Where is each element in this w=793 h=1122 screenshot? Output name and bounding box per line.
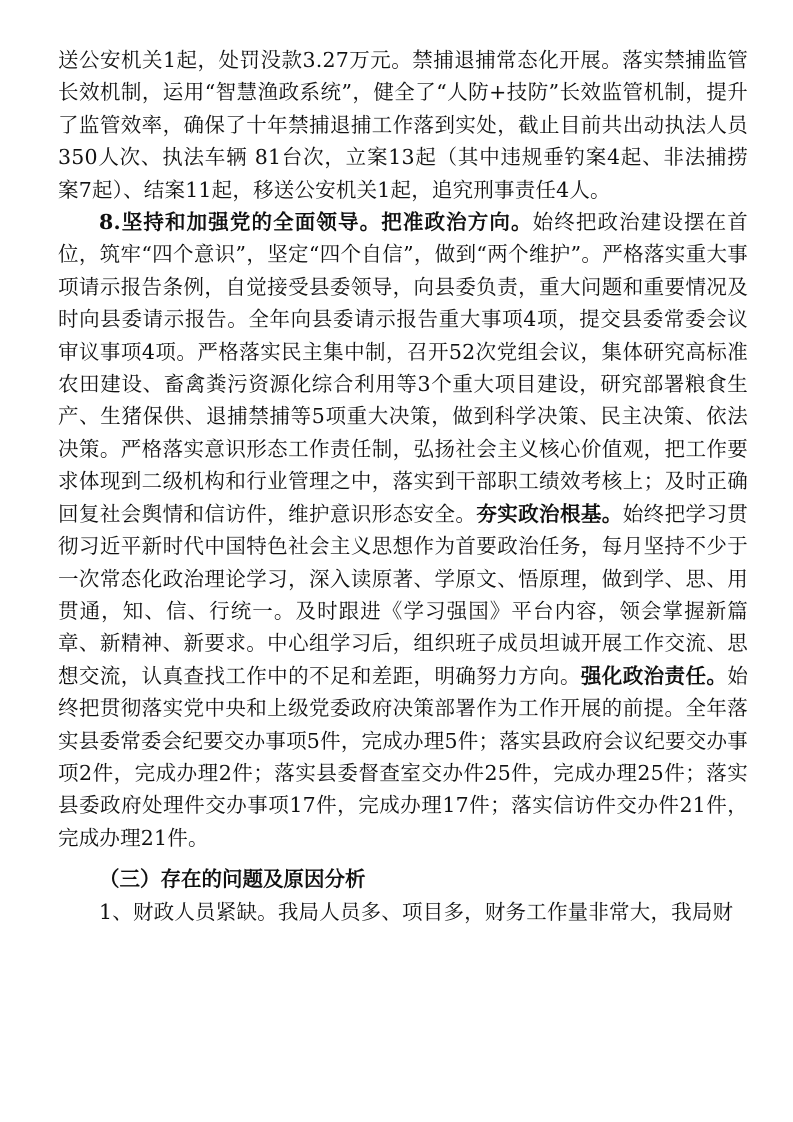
section-heading-problems: （三）存在的问题及原因分析 bbox=[99, 867, 366, 892]
paragraph-party-leadership bbox=[58, 206, 748, 854]
text-political-responsibility: 始终把贯彻落实党中央和上级党委政府决策部署作为工作开展的前提。全年落实县委常委会纪要交办事项5件，完成办理5件；落实县政府会议纪要交办事项2件，完成办理2件；落实县委督查室交办件25件，完成办理25件；落实县委政府处理件交办事项17件，完成办理17件；落实信访件交办件21件，完成办理21件。 bbox=[58, 663, 749, 850]
subheading-political-responsibility: 强化政治责任。 bbox=[580, 663, 728, 688]
subheading-political-foundation: 夯实政治根基。 bbox=[476, 501, 623, 526]
section-heading-party-leadership: 8.坚持和加强党的全面领导。 bbox=[99, 210, 382, 235]
paragraph-enforcement: 送公安机关1起，处罚没款3.27万元。禁捕退捕常态化开展。落实禁捕监管长效机制，运用“智慧渔政系统”，健全了“人防+技防”长效监管机制，提升了监管效率，确保了十年禁捕退捕工作落到实处，截止目前共出动执法人员350人次、执法车辆 81台次，立案13起（其中违规垂钓案4起、非法捕捞案7起）、结案11起，移送公安机关1起，追究刑事责任4人。 bbox=[58, 48, 748, 202]
subheading-political-direction: 把准政治方向。 bbox=[381, 210, 533, 235]
paragraph-problem-1: 1、财政人员紧缺。我局人员多、项目多，财务工作量非常大，我局财 bbox=[99, 900, 734, 925]
document-page bbox=[58, 44, 748, 929]
text-political-foundation: 始终把学习贯彻习近平新时代中国特色社会主义思想作为首要政治任务，每月坚持不少于一次常态化政治理论学习，深入读原著、学原文、悟原理，做到学、思、用贯通，知、信、行统一。及时跟进《学习强国》平台内容，领会掌握新篇章、新精神、新要求。中心组学习后，组织班子成员坦诚开展工作交流、思想交流，认真查找工作中的不足和差距，明确努力方向。 bbox=[58, 501, 749, 688]
text-political-direction: 始终把政治建设摆在首位，筑牢“四个意识”，坚定“四个自信”，做到“两个维护”。严格落实重大事项请示报告条例，自觉接受县委领导，向县委负责，重大问题和重要情况及时向县委请示报告。全年向县委请示报告重大事项4项，提交县委常委会议审议事项4项。严格落实民主集中制，召开52次党组会议，集体研究高标准农田建设、畜禽粪污资源化综合利用等3个重大项目建设，研究部署粮食生产、生猪保供、退捕禁捕等5项重大决策，做到科学决策、民主决策、依法决策。严格落实意识形态工作责任制，弘扬社会主义核心价值观，把工作要求体现到二级机构和行业管理之中，落实到干部职工绩效考核上；及时正确回复社会舆情和信访件，维护意识形态安全。 bbox=[58, 210, 749, 526]
